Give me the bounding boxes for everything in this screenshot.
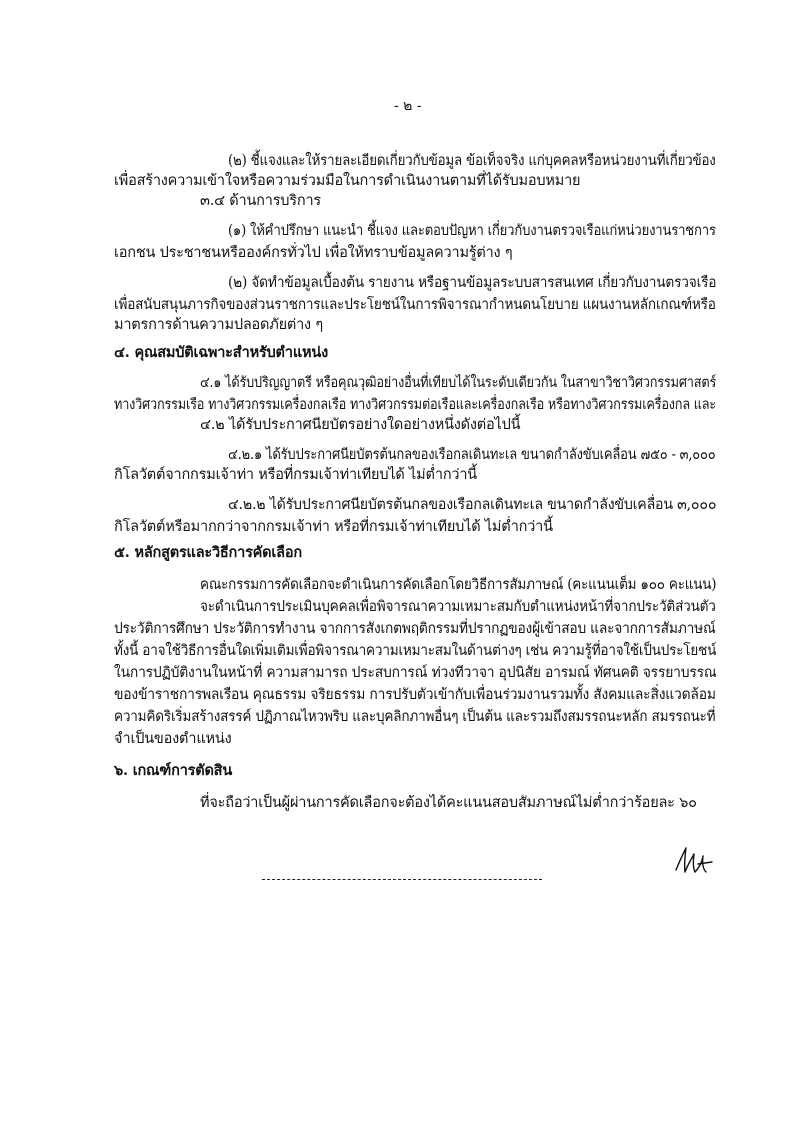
section-heading: ๖. เกณฑ์การตัดสิน xyxy=(114,762,233,779)
text-line: ประวัติการศึกษา ประวัติการทำงาน จากการสังเกตพฤติกรรมที่ปรากฏของผู้เข้าสอบ และจากการสัมภาษณ์ xyxy=(114,621,716,637)
text-line: เพื่อสร้างความเข้าใจหรือความร่วมมือในการดำเนินงานตามที่ได้รับมอบหมาย xyxy=(114,173,581,189)
text-line: ๔.๑ ได้รับปริญญาตรี หรือคุณวุฒิอย่างอื่นที่เทียบได้ในระดับเดียวกัน ในสาขาวิชาวิศวกรรมศาสตร์ xyxy=(200,375,717,391)
text-line: เพื่อสนับสนุนภารกิจของส่วนราชการและประโยชน์ในการพิจารณากำหนดนโยบาย แผนงานหลักเกณฑ์หรือ xyxy=(114,297,716,313)
text-line: ความคิดริเริ่มสร้างสรรค์ ปฏิภาณไหวพริบ และบุคลิกภาพอื่นๆ เป็นต้น และรวมถึงสมรรถนะหลัก สมรรถนะที่ xyxy=(114,709,716,725)
text-line: ๓.๔ ด้านการบริการ xyxy=(200,193,321,209)
section-heading: ๔. คุณสมบัติเฉพาะสำหรับตำแหน่ง xyxy=(114,344,328,361)
signature-mark xyxy=(672,842,716,878)
text-line: เอกชน ประชาชนหรือองค์กรทั่วไป เพื่อให้ทราบข้อมูลความรู้ต่าง ๆ xyxy=(114,245,513,261)
text-line: (๒) จัดทำข้อมูลเบื้องต้น รายงาน หรือฐานข้อมูลระบบสารสนเทศ เกี่ยวกับงานตรวจเรือ xyxy=(228,275,717,291)
text-line: ทางวิศวกรรมเรือ ทางวิศวกรรมเครื่องกลเรือ ทางวิศวกรรมต่อเรือและเครื่องกลเรือ หรือทางวิศวกรรมเครื่องกล และ xyxy=(114,397,717,413)
text-line: มาตรการด้านความปลอดภัยต่าง ๆ xyxy=(114,317,323,333)
page-number: - ๒ - xyxy=(394,98,422,114)
text-line: ๔.๒ ได้รับประกาศนียบัตรอย่างใดอย่างหนึ่งดังต่อไปนี้ xyxy=(200,417,521,433)
text-line: (๑) ให้คำปรึกษา แนะนำ ชี้แจง และตอบปัญหา เกี่ยวกับงานตรวจเรือแก่หน่วยงานราชการ xyxy=(228,223,716,239)
text-line: ในการปฏิบัติงานในหน้าที่ ความสามารถ ประสบการณ์ ท่วงทีวาจา อุปนิสัย อารมณ์ ทัศนคติ จรรยาบรรณ xyxy=(114,665,717,681)
text-line: ๔.๒.๑ ได้รับประกาศนียบัตรต้นกลของเรือกลเดินทะเล ขนาดกำลังขับเคลื่อน ๗๕๐ - ๓,๐๐๐ xyxy=(228,447,716,463)
text-line: ๔.๒.๒ ได้รับประกาศนียบัตรต้นกลของเรือกลเดินทะเล ขนาดกำลังขับเคลื่อน ๓,๐๐๐ xyxy=(228,497,717,513)
text-line: จำเป็นของตำแหน่ง xyxy=(114,731,232,747)
text-line: ของข้าราชการพลเรือน คุณธรรม จริยธรรม การปรับตัวเข้ากับเพื่อนร่วมงานรวมทั้ง สังคมและสิ่งแวดล้อม xyxy=(114,687,716,703)
divider-line xyxy=(262,879,542,880)
text-line: กิโลวัตต์หรือมากกว่าจากกรมเจ้าท่า หรือที่กรมเจ้าท่าเทียบได้ ไม่ต่ำกว่านี้ xyxy=(114,519,553,535)
text-line: ที่จะถือว่าเป็นผู้ผ่านการคัดเลือกจะต้องได้คะแนนสอบสัมภาษณ์ไม่ต่ำกว่าร้อยละ ๖๐ xyxy=(200,795,697,811)
text-line: คณะกรรมการคัดเลือกจะดำเนินการคัดเลือกโดยวิธีการสัมภาษณ์ (คะแนนเต็ม ๑๐๐ คะแนน) xyxy=(200,577,717,593)
section-heading: ๕. หลักสูตรและวิธีการคัดเลือก xyxy=(114,544,302,561)
text-line: (๒) ชี้แจงและให้รายละเอียดเกี่ยวกับข้อมูล ข้อเท็จจริง แก่บุคคลหรือหน่วยงานที่เกี่ยวข้อง xyxy=(228,153,716,169)
text-line: จะดำเนินการประเมินบุคคลเพื่อพิจารณาความเหมาะสมกับตำแหน่งหน้าที่จากประวัติส่วนตัว xyxy=(200,599,716,615)
text-line: ทั้งนี้ อาจใช้วิธีการอื่นใดเพิ่มเติมเพื่อพิจารณาความเหมาะสมในด้านต่างๆ เช่น ความรู้ที่อาจใช้เป็นประโยชน์ xyxy=(114,643,717,659)
text-line: กิโลวัตต์จากกรมเจ้าท่า หรือที่กรมเจ้าท่าเทียบได้ ไม่ต่ำกว่านี้ xyxy=(114,467,478,483)
